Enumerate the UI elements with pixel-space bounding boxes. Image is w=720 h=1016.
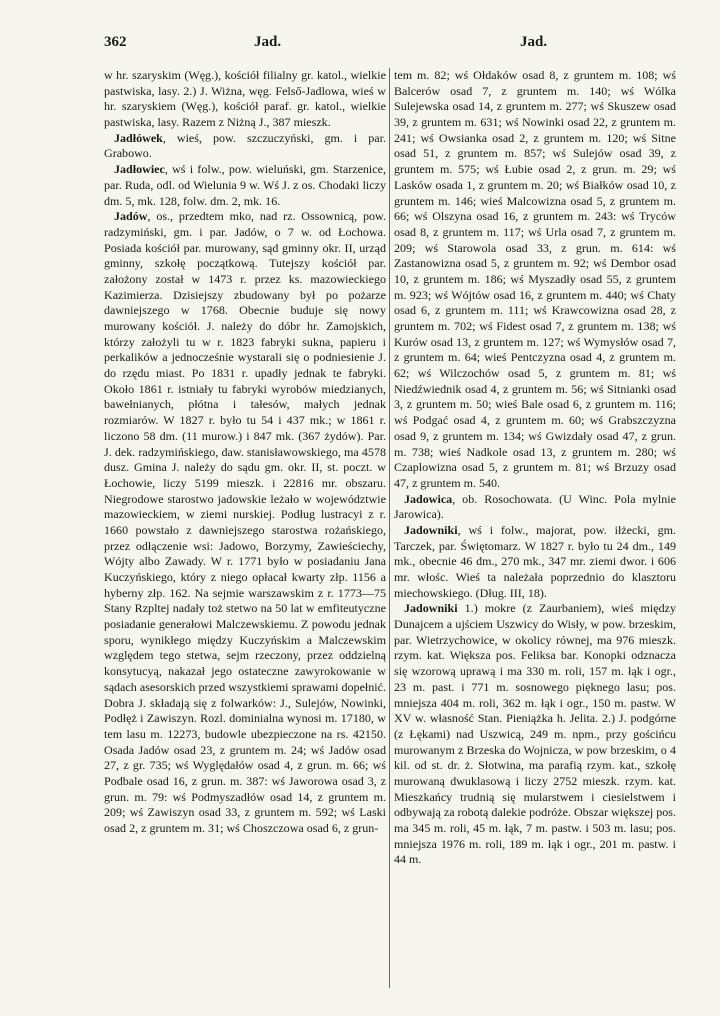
entry-jadowniki-1	[394, 523, 676, 601]
entry-jadowniki-2	[394, 601, 676, 868]
column-divider	[389, 68, 390, 988]
entry-headword: Jadłowiec	[114, 162, 165, 177]
running-header	[104, 34, 666, 56]
entry-headword: Jadowniki	[404, 522, 458, 537]
left-continuation	[104, 68, 386, 131]
right-column	[394, 68, 676, 988]
entry-headword: Jadowica	[404, 491, 453, 506]
entry-jadlowek	[104, 131, 386, 162]
right-continuation-text: tem m. 82; wś Ołdaków osad 8, z gruntem m. 108; wś Balcerów osad 7, z gruntem m. 140; wś Wólka Sulejewska osad 14, z gruntem m. 277; wś Skuszew osad 39, z gruntem m. 631; wś Nowinki osad 22, z gruntem m. 241; wś Owsianka osad 2, z gruntem m. 120; wś Sitne osad 51, z gruntem m. 857; wś Sulejów osad 39, z gruntem m. 575; wś Łubie osad 2, z grun. m. 29; wś Lasków osada 1, z gruntem m. 20; wś Białków osad 10, z gruntem m. 146; wieś Malcowizna osad 5, z gruntem m. 66; wś Olszyna osad 16, z gruntem m. 243: wś Tryców osad 8, z gruntem m. 117; wś Urla osad 7, z gruntem m. 209; wś Starowola osad 33, z grun. m. 614: wś Zastanowizna osad 5, z gruntem m. 92; wś Dembor osad 10, z gruntem m. 186; wś Myszadły osad 55, z gruntem m. 923; wś Wójtów osad 16, z gruntem m. 440; wś Chaty osad 6, z gruntem m. 111; wś Krawcowizna osad 28, z gruntem m. 702; wś Fidest osad 7, z gruntem m. 138; wś Kurów osad 13, z gruntem m. 127; wś Wymysłów osad 7, z gruntem m. 64; wieś Pentczyzna osad 4, z gruntem m. 62; wś Wilczochów osad 5, z gruntem m. 81; wś Niedźwiednik osad 4, z gruntem m. 56; wś Sitnianki osad 3, z gruntem m. 50; wieś Bale osad 6, z gruntem m. 116; wś Podgać osad 4, z gruntem m. 60; wś Grabszczyzna osad 9, z gruntem m. 134; wś Gwizdały osad 47, z grun. m. 738; wieś Nadkole osad 13, z gruntem m. 280; wś Czaplowizna osad 5, z gruntem m. 81; wś Brzuzy osad 47, z gruntem m. 540.	[394, 68, 676, 490]
entry-text: , ob. Rosochowata. (U Winc. Pola mylnie Jarowica).	[394, 491, 676, 522]
entry-headword: Jadłówek	[114, 130, 163, 145]
entry-text: , wieś, pow. szczuczyński, gm. i par. Grabowo.	[104, 130, 386, 161]
entry-headword: Jadowniki	[404, 601, 458, 616]
right-continuation	[394, 68, 676, 492]
left-column	[104, 68, 386, 988]
entry-jadlowiec	[104, 162, 386, 209]
entry-text: , os., przedtem mko, nad rz. Ossownicą, pow. radzymiński, gm. i par. Jadów, o 7 w. od Łochowa. Posiada kościół par. murowany, sąd gminny okr. II, urząd gminny, szkołę początkową. Tutejszy kościół par. założony został w 1473 r. przez ks. mazowieckiego Kazimierza. Dzisiejszy zbudowany był po pożarze dawniejszego w 1768. Obecnie buduje się nowy murowany kościół. J. należy do dóbr hr. Zamojskich, którzy założyli tu w r. 1823 fabryki sukna, papieru i perkalików a jednocześnie wystarali się o podniesienie J. do rzędu miast. Po 1831 r. upadły jednak te fabryki. Około 1861 r. istniały tu fabryki wyrobów miedzianych, bawełnianych, płótna i tałesów, małych jednak rozmiarów. W 1827 r. było tu 54 i 437 mk.; w 1861 r. liczono 58 dm. (11 murow.) i 847 mk. (367 żydów). Par. J. dek. radzymińskiego, daw. stanisławowskiego, ma 4578 dusz. Gmina J. należy do sądu gm. okr. II, st. poczt. w Łochowie, liczy 5199 mieszk. i 22816 mr. obszaru. Niegrodowe starostwo jadowskie leżało w województwie mazowieckiem, w ziemi nurskiej. Podług lustracyi z r. 1660 powstało z dawniejszego starostwa rożańskiego, przez odłączenie wsi: Jadowo, Borzymy, Zawieściechy, Wójty albo Zawady. W r. 1771 było w posiadaniu Jana Kuczyńskiego, który z niego opłacał kwarty złp. 1156 a hyberny złp. 162. Na sejmie warszawskim z r. 1773—75 Stany Rzpltej nadały toż stetwo na 50 lat w emfiteutyczne posiadanie generałowi Malczewskiemu. Z powodu jednak sporu, wynikłego między Kuczyńskim a Malczewskim względem tego stetwa, sejm rzeczony, przez oddzielną konsytucyą, nakazał jego ostateczne zawyrokowanie w sądach asesorskich przed wszystkiemi sprawami dopełnić. Dobra J. składają się z folwarków: J., Sulejów, Nowinki, Podłęż i Zawiszyn. Rozl. dominialna wynosi m. 17180, w tem lasu m. 12273, budowle ubezpieczone na rs. 42150. Osada Jadów osad 23, z gruntem m. 24; wś Jadów osad 27, z gr. 735; wś Wyględałów osad 4, z grun. m. 66; wś Podbale osad 16, z grun. m. 387: wś Jaworowa osad 3, z grun. m. 79: wś Podmyszadłów osad 14, z gruntem m. 209; wś Zawiszyn osad 33, z gruntem m. 592; wś Laski osad 2, z gruntem m. 31; wś Choszczowa osad 6, z grun-	[104, 209, 386, 835]
left-running-headword: Jad.	[254, 34, 282, 50]
page-number: 362	[104, 34, 127, 50]
entry-headword: Jadów	[114, 209, 148, 224]
right-running-headword: Jad.	[520, 34, 548, 50]
left-continuation-text: w hr. szaryskim (Węg.), kościół filialny gr. katol., wielkie pastwiska, lasy. 2.) J. Wiżna, węg. Felső-Jadlowa, wieś w hr. szaryskiem (Węg.), kościół paraf. gr. katol., wielkie pastwiska, lasy. Razem z Niżną J., 387 mieszk.	[104, 68, 386, 130]
entry-text: , wś i folw., pow. wieluński, gm. Starzenice, par. Ruda, odl. od Wielunia 9 w. Wś J. z os. Chodaki liczy dm. 5, mk. 128, folw. dm. 2, mk. 16.	[104, 162, 386, 208]
entry-text: 1.) mokre (z Zaurbaniem), wieś między Dunajcem a ujściem Uszwicy do Wisły, w pow. brzeskim, par. Wietrzychowice, w okolicy równej, ma 976 mieszk. rzym. kat. Większa pos. Feliksa bar. Konopki odznacza się wzorową uprawą i ma 330 m. roli, 157 m. łąk i ogr., 23 m. past. i 771 m. sosnowego pięknego lasu; pos. mniejsza 404 m. roli, 362 m. łąk i ogr., 150 m. pastw. W XV w. własność Stan. Pieniążka h. Jelita. 2.) J. podgórne (z Łękami) nad Uszwicą, 249 m. npm., przy gościńcu murowanym z Brzeska do Wojnicza, w pow brzeskim, o 4 kil. od st. dr. ż. Słotwina, ma parafią rzym. kat., szkołę murowaną dwuklasową i liczy 2752 mieszk. rzym. kat. Mieszkańcy trudnią się mularstwem i ciesielstwem i odbywają za robotą dalekie podróże. Obszar większej pos. ma 345 m. roli, 45 m. łąk, 7 m. pastw. i 503 m. lasu; pos. mniejsza 1976 m. roli, 189 m. łąk i ogr., 201 m. pastw. i 44 m.	[394, 601, 676, 867]
entry-jadow	[104, 209, 386, 837]
entry-text: , wś i folw., majorat, pow. iłżecki, gm. Tarczek, par. Świętomarz. W 1827 r. było tu 24 dm., 149 mk., obecnie 46 dm., 270 mk., 347 mr. ziemi dwor. i 606 mr. włośc. Wieś ta należała poprzednio do klasztoru miechowskiego. (Dług. III, 18).	[394, 522, 676, 600]
entry-jadowica	[394, 492, 676, 523]
